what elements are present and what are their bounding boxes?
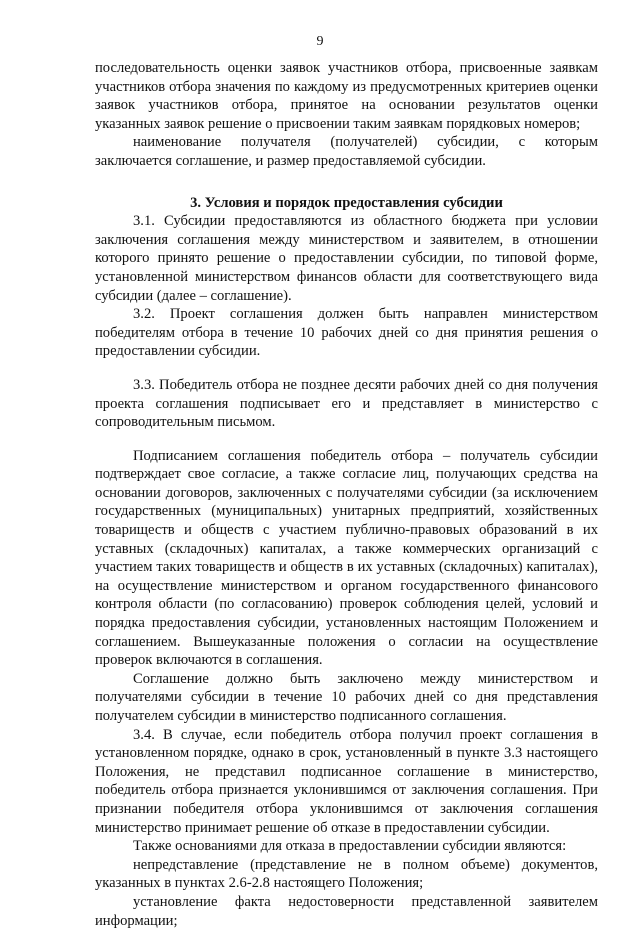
paragraph-3-4: 3.4. В случае, если победитель отбора получил проект соглашения в установленном порядке, однако в срок, установленный в пункте 3.3 настоящего Положения, не представил подписанное соглашение в министерство, победитель отбора признается уклонившимся от заключения соглашения. При признании победителя отбора уклонившимся от заключения соглашения министерство принимает решение об отказе в предоставлении субсидии. [95, 726, 598, 836]
paragraph-agreement-deadline: Соглашение должно быть заключено между министерством и получателями субсидии в течение 10 рабочих дней со дня представления получателем субсидии в министерство подписанного соглашения. [95, 670, 598, 724]
document-body [95, 59, 598, 930]
paragraph-signing-consent: Подписанием соглашения победитель отбора – получатель субсидии подтверждает свое согласие, а также согласие лиц, получающих средства на основании договоров, заключенных с получателями субсидии (за исключением государственных (муниципальных) унитарных предприятий, хозяйственных товариществ и обществ с участием публично-правовых образований в их уставных (складочных) капиталах, а также коммерческих организаций с участием таких товариществ и обществ в их уставных (складочных) капиталах), на осуществление министерством и органом государственного финансового контроля области (по согласованию) проверок соблюдения целей, условий и порядка предоставления субсидии, установленных настоящим Положением и соглашением. Вышеуказанные положения о согласии на осуществление проверок включаются в соглашения. [95, 447, 598, 669]
section-heading: 3. Условия и порядок предоставления субсидии [190, 194, 503, 211]
paragraph-3-2: 3.2. Проект соглашения должен быть направлен министерством победителям отбора в течение 10 рабочих дней со дня принятия решения о предоставлении субсидии. [95, 306, 598, 360]
paragraph-3-1: 3.1. Субсидии предоставляются из областного бюджета при условии заключения соглашения между министерством и заявителем, в отношении которого принято решение о предоставлении субсидии, по типовой форме, установленной министерством финансов области для соответствующего вида субсидии (далее – соглашение). [95, 213, 598, 304]
paragraph-3-3: 3.3. Победитель отбора не позднее десяти рабочих дней со дня получения проекта соглашения подписывает его и представляет в министерство с сопроводительным письмом. [95, 376, 598, 431]
paragraph-refusal-grounds: Также основаниями для отказа в предоставлении субсидии являются: [133, 838, 567, 855]
paragraph-recipient-name: наименование получателя (получателей) субсидии, с которым заключается соглашение, и размер предоставляемой субсидии. [95, 134, 598, 169]
paragraph-continued: последовательность оценки заявок участников отбора, присвоенные заявкам участников отбора значения по каждому из предусмотренных критериев оценки заявок участников отбора, принятое на основании результатов оценки указанных заявок решение о присвоении таким заявкам порядковых номеров; [95, 60, 598, 132]
page-number: 9 [316, 34, 324, 49]
paragraph-ground-unreliable-info: установление факта недостоверности представленной заявителем информации; [95, 893, 598, 929]
paragraph-ground-documents: непредставление (представление не в полном объеме) документов, указанных в пунктах 2.6-2.8 настоящего Положения; [95, 856, 598, 892]
